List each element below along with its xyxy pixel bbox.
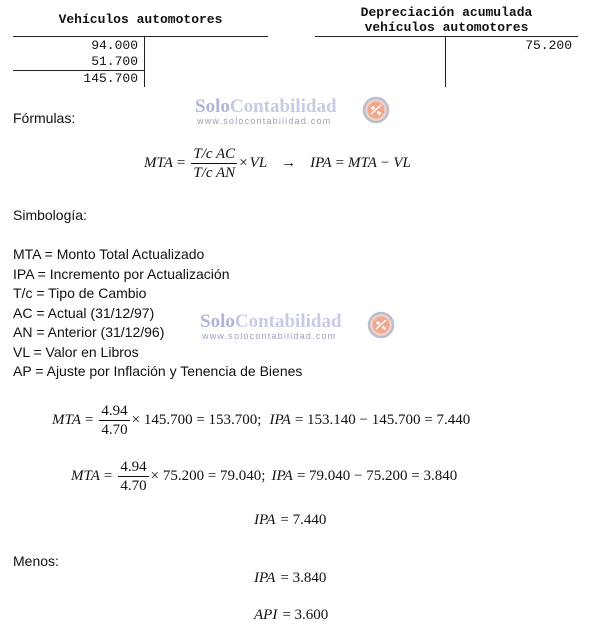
calc2-numerator: 4.94 [120, 459, 147, 475]
t-account-left-title: Vehículos automotores [58, 12, 223, 27]
formulas-label: Fórmulas: [13, 110, 76, 126]
calc2-mta: MTA [71, 468, 100, 484]
formula-minus: − [380, 155, 390, 171]
formula-mta-2: MTA [348, 155, 377, 171]
formula-times: × [239, 155, 248, 171]
formula-equals-2: = [335, 155, 345, 171]
watermark-brand [200, 311, 342, 333]
t-account-left-debit: 94.000 [91, 38, 138, 53]
ipa-total-var: IPA [254, 512, 276, 528]
calc2-rest: × 75.200 = 79.040; [150, 468, 266, 484]
ipa-menos-var: IPA [254, 570, 276, 586]
symbol-item: AP = Ajuste por Inflación y Tenencia de Bienes [13, 363, 303, 379]
main-formula [144, 146, 411, 181]
t-account-right-title-line2: vehículos automotores [364, 20, 529, 35]
calc1-ipa: IPA [269, 412, 291, 428]
symbol-item: AC = Actual (31/12/97) [13, 304, 155, 321]
t-account-right-title-line1: Depreciación acumulada [360, 5, 533, 20]
watermark [200, 311, 400, 345]
menos-label: Menos: [13, 553, 59, 569]
formula-ipa: IPA [310, 155, 332, 171]
calc2-ipa-rest: = 79.040 − 75.200 = 3.840 [296, 468, 458, 484]
calc1-ipa-rest: = 153.140 − 145.700 = 7.440 [294, 412, 471, 428]
t-account-right-title [315, 5, 578, 35]
calc1-fraction [99, 403, 129, 438]
calc2-equals: = [103, 468, 113, 484]
watermark-url: www.solocontabilidad.com [197, 116, 332, 126]
formula-fraction [191, 146, 237, 181]
calculator-badge-icon [362, 96, 390, 124]
symbol-item: MTA = Monto Total Actualizado [13, 246, 205, 262]
calc1-equals: = [84, 412, 94, 428]
formula-mta: MTA [144, 155, 173, 171]
t-account-right-credit: 75.200 [525, 38, 572, 53]
formula-denominator: T/c AN [193, 165, 236, 181]
formula-equals: = [176, 155, 186, 171]
ipa-total-value: = 7.440 [280, 512, 327, 528]
watermark-brand-cont: Contabilidad [234, 311, 342, 332]
watermark-brand [195, 96, 337, 118]
formula-arrow: → [281, 155, 297, 171]
calc2-fraction [118, 459, 148, 494]
calc1-denominator: 4.70 [101, 422, 128, 438]
t-account-left-total: 145.700 [83, 71, 138, 86]
watermark-brand-cont: Contabilidad [229, 96, 337, 117]
calc-line-1 [52, 403, 470, 438]
t-account-left-debit: 51.700 [91, 54, 138, 69]
symbol-item: VL = Valor en Libros [13, 343, 139, 360]
calc1-mta: MTA [52, 412, 81, 428]
formula-vl: VL [249, 155, 268, 171]
watermark-brand-solo: Solo [200, 311, 235, 332]
t-account-left-hline [13, 36, 268, 37]
symbol-item: IPA = Incremento por Actualización [13, 265, 230, 282]
symbol-item: T/c = Tipo de Cambio [13, 285, 147, 301]
t-account-right-hline [315, 36, 578, 37]
api-result-var: API [254, 607, 278, 623]
calc1-numerator: 4.94 [101, 403, 128, 419]
calc2-denominator: 4.70 [120, 478, 147, 494]
ipa-menos-value: = 3.840 [280, 570, 327, 586]
symbology-label: Simbología: [13, 207, 87, 223]
calc-line-2 [71, 459, 457, 494]
watermark-brand-solo: Solo [195, 96, 230, 117]
calc1-rest: × 145.700 = 153.700; [131, 412, 262, 428]
watermark-url: www.solocontabilidad.com [202, 331, 337, 341]
api-result-value: = 3.600 [282, 607, 329, 623]
ipa-menos [254, 570, 326, 587]
ipa-total [254, 512, 326, 529]
watermark [195, 96, 395, 130]
calculator-badge-icon [367, 311, 395, 339]
formula-vl-2: VL [393, 155, 411, 171]
formula-numerator: T/c AC [193, 146, 236, 162]
symbol-item: AN = Anterior (31/12/96) [13, 324, 165, 340]
calc2-ipa: IPA [271, 468, 293, 484]
t-account-left-vline [144, 36, 145, 87]
api-result [254, 607, 328, 624]
